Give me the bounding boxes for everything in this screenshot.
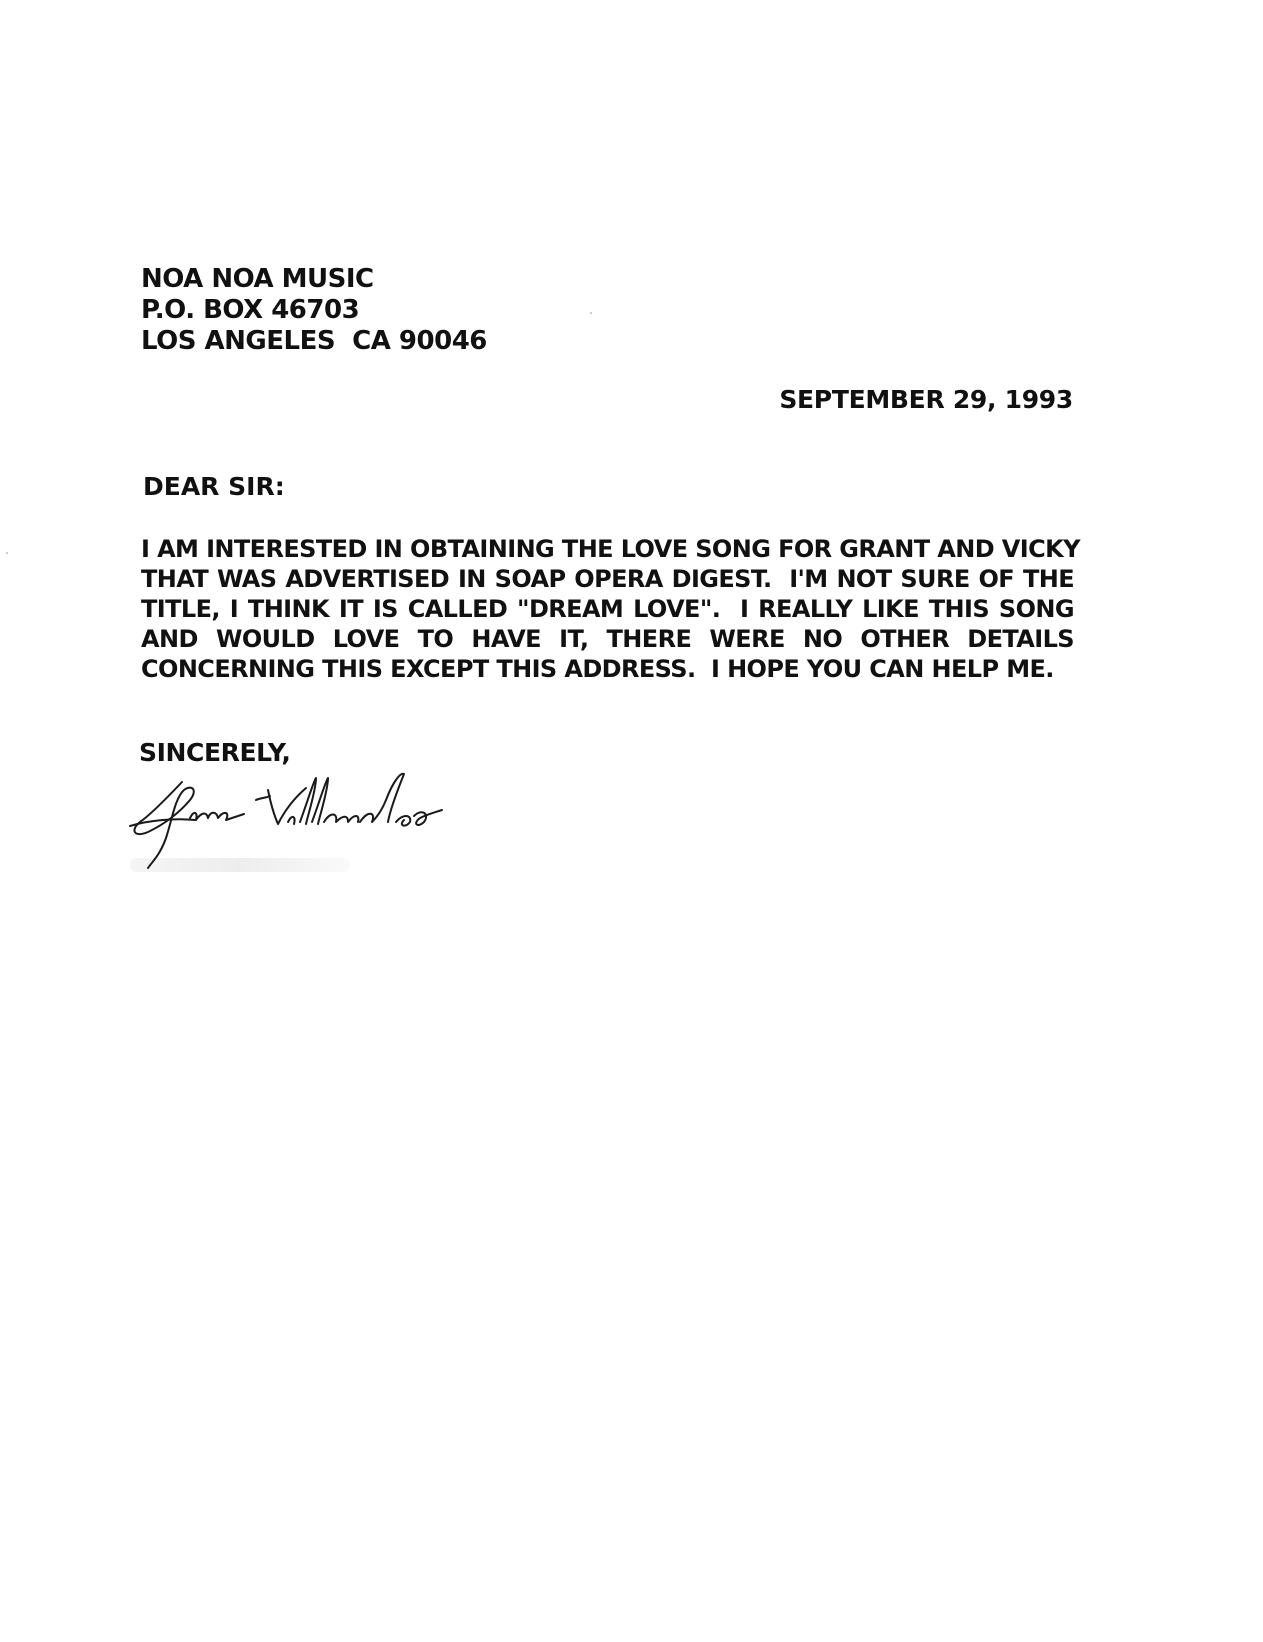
faint-smudge [130, 858, 350, 872]
speck [6, 552, 8, 554]
body-line: AND WOULD LOVE TO HAVE IT, THERE WERE NO OTHER DETAILS [141, 625, 1074, 653]
letter-date: SEPTEMBER 29, 1993 [779, 385, 1073, 414]
salutation: DEAR SIR: [143, 472, 285, 501]
body-line: I AM INTERESTED IN OBTAINING THE LOVE SONG FOR GRANT AND VICKY [141, 535, 1080, 563]
recipient-name: NOA NOA MUSIC [141, 264, 374, 294]
letter-body [141, 534, 1080, 684]
closing: SINCERELY, [139, 738, 291, 767]
handwritten-signature [120, 760, 480, 870]
body-line: TITLE, I THINK IT IS CALLED "DREAM LOVE". I REALLY LIKE THIS SONG [141, 595, 1074, 623]
body-line: CONCERNING THIS EXCEPT THIS ADDRESS. I HOPE YOU CAN HELP ME. [141, 655, 1054, 683]
body-line: THAT WAS ADVERTISED IN SOAP OPERA DIGEST. I'M NOT SURE OF THE [141, 565, 1074, 593]
recipient-address-line-1: P.O. BOX 46703 [141, 295, 360, 325]
recipient-address-line-2: LOS ANGELES CA 90046 [141, 326, 487, 356]
speck [590, 312, 592, 314]
recipient-address-block [141, 264, 487, 357]
